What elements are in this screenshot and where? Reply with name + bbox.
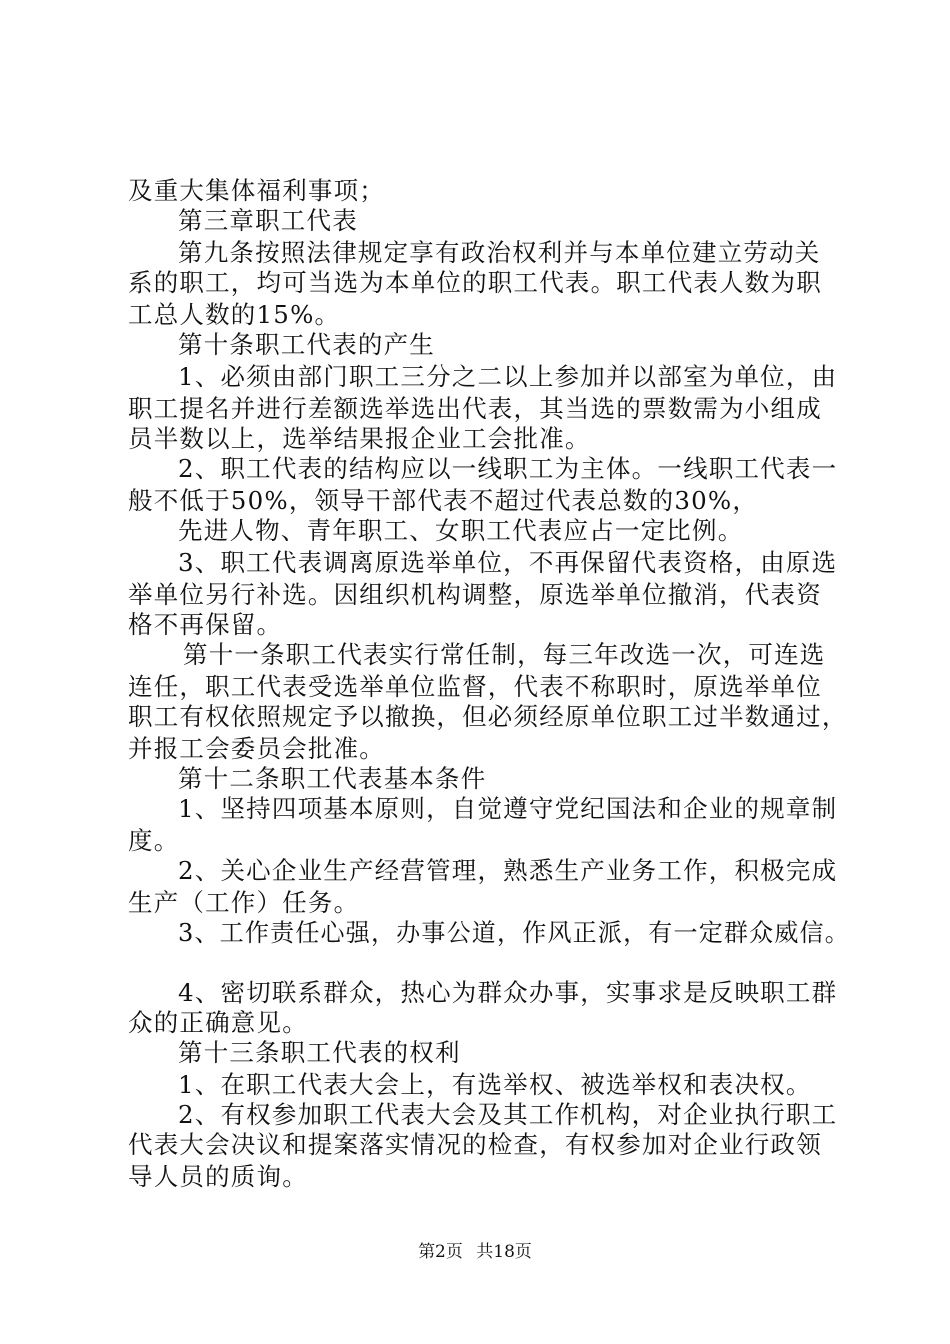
text-line: 众的正确意见。 bbox=[128, 1008, 308, 1037]
text-line: 连任，职工代表受选举单位监督，代表不称职时，原选举单位 bbox=[128, 672, 822, 701]
clause-line: 1、坚持四项基本原则，自觉遵守党纪国法和企业的规章制 bbox=[178, 794, 838, 823]
chapter-heading: 第三章职工代表 bbox=[178, 206, 358, 235]
text-line: 般不低于50%，领导干部代表不超过代表总数的30%， bbox=[128, 486, 759, 515]
clause-line: 2、关心企业生产经营管理，熟悉生产业务工作，积极完成 bbox=[178, 856, 838, 885]
page-number: 第2页 bbox=[418, 1242, 463, 1262]
page-footer bbox=[0, 1240, 950, 1264]
article-heading: 第十二条职工代表基本条件 bbox=[178, 764, 487, 793]
article-line: 第十一条职工代表实行常任制，每三年改选一次，可连选 bbox=[183, 640, 826, 669]
article-heading: 第十三条职工代表的权利 bbox=[178, 1038, 461, 1067]
clause-line: 2、职工代表的结构应以一线职工为主体。一线职工代表一 bbox=[178, 454, 838, 483]
text-line: 员半数以上，选举结果报企业工会批准。 bbox=[128, 424, 591, 453]
clause-line: 2、有权参加职工代表大会及其工作机构，对企业执行职工 bbox=[178, 1100, 838, 1129]
text-line: 职工有权依照规定予以撤换，但必须经原单位职工过半数通过， bbox=[128, 702, 848, 731]
article-line: 第九条按照法律规定享有政治权利并与本单位建立劳动关 bbox=[178, 238, 821, 267]
clause-line: 4、密切联系群众，热心为群众办事，实事求是反映职工群 bbox=[178, 978, 838, 1007]
text-line: 举单位另行补选。因组织机构调整，原选举单位撤消，代表资 bbox=[128, 580, 822, 609]
text-line: 代表大会决议和提案落实情况的检查，有权参加对企业行政领 bbox=[128, 1130, 822, 1159]
text-line: 导人员的质询。 bbox=[128, 1162, 308, 1191]
page-total: 共18页 bbox=[476, 1242, 532, 1262]
clause-line: 1、在职工代表大会上，有选举权、被选举权和表决权。 bbox=[178, 1070, 812, 1099]
text-line: 先进人物、青年职工、女职工代表应占一定比例。 bbox=[178, 516, 744, 545]
article-heading: 第十条职工代表的产生 bbox=[178, 330, 435, 359]
text-line: 系的职工，均可当选为本单位的职工代表。职工代表人数为职 bbox=[128, 268, 822, 297]
text-line: 职工提名并进行差额选举选出代表，其当选的票数需为小组成 bbox=[128, 394, 822, 423]
clause-line: 1、必须由部门职工三分之二以上参加并以部室为单位，由 bbox=[178, 362, 838, 391]
text-line: 工总人数的15%。 bbox=[128, 300, 341, 329]
text-line: 及重大集体福利事项； bbox=[128, 176, 385, 205]
text-line: 度。 bbox=[128, 826, 180, 855]
clause-line: 3、职工代表调离原选举单位，不再保留代表资格，由原选 bbox=[178, 548, 838, 577]
text-line: 生产（工作）任务。 bbox=[128, 888, 360, 917]
text-line: 格不再保留。 bbox=[128, 610, 283, 639]
text-line: 并报工会委员会批准。 bbox=[128, 734, 385, 763]
clause-line: 3、工作责任心强，办事公道，作风正派，有一定群众威信。 bbox=[178, 918, 850, 947]
